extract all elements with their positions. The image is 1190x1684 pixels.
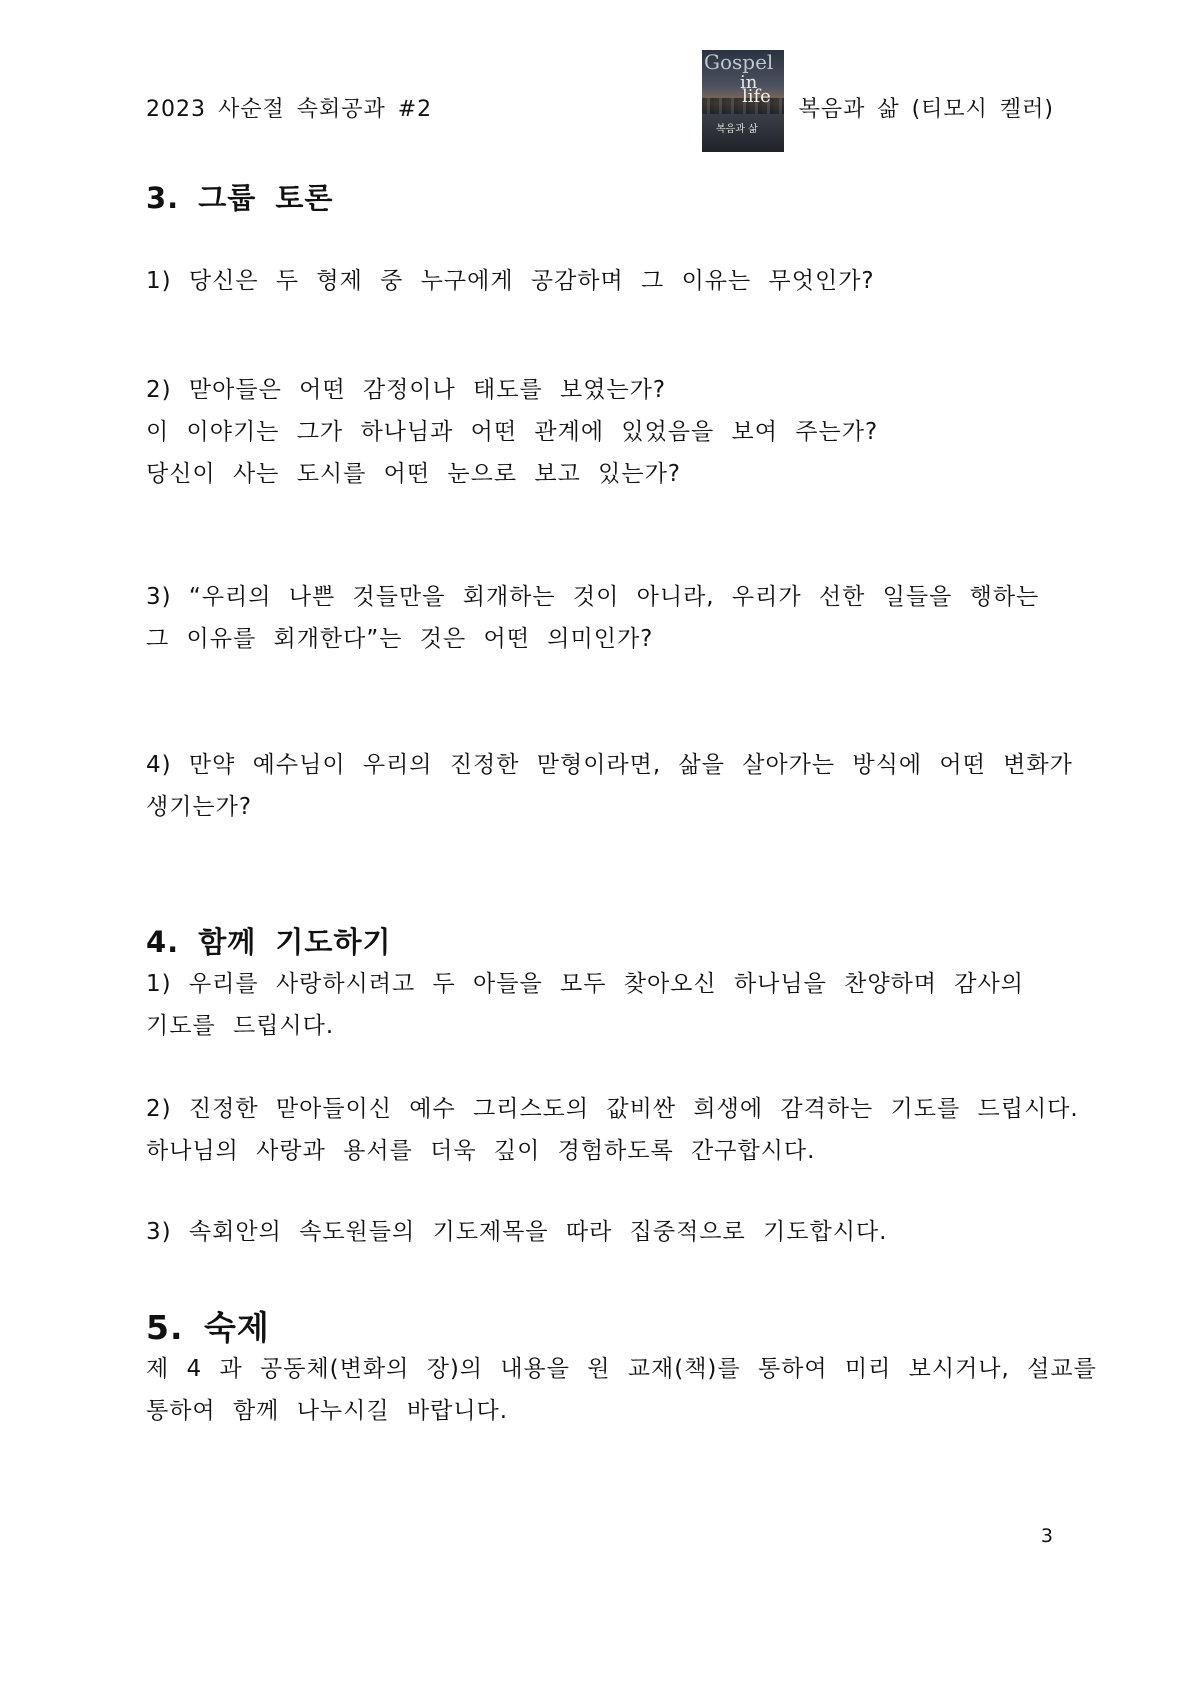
header-book-title: 복음과 삶 (티모시 켈러): [798, 97, 1054, 122]
section3-q2-line-2: 이 이야기는 그가 하나님과 어떤 관계에 있었음을 보여 주는가?: [146, 419, 879, 445]
book-cover-image: [702, 50, 784, 152]
section4-prayer-2: [146, 1088, 1079, 1172]
section4-p1-line-1: 1) 우리를 사랑하시려고 두 아들을 모두 찾아오신 하나님을 찬양하며 감사의: [146, 971, 1024, 997]
section3-question-3: [146, 576, 1039, 660]
section3-question-1: [146, 260, 875, 302]
section5-p1-line-2: 통하여 함께 나누시길 바랍니다.: [146, 1398, 509, 1424]
section4-prayer-3: [146, 1211, 887, 1253]
section3-q2-line-1: 2) 맏아들은 어떤 감정이나 태도를 보였는가?: [146, 377, 667, 403]
header-series-title: 2023 사순절 속회공과 #2: [146, 97, 433, 122]
section5-p1-line-1: 제 4 과 공동체(변화의 장)의 내용을 원 교재(책)를 통하여 미리 보시거나, 설교를: [146, 1356, 1097, 1382]
section3-question-4: [146, 744, 1073, 828]
section3-question-2: [146, 369, 878, 495]
section5-heading: 5. 숙제: [146, 1308, 270, 1347]
book-cover-title-life: life: [742, 86, 771, 107]
section5-homework: [146, 1348, 1097, 1432]
page-number: 3: [1040, 1525, 1053, 1547]
section4-p1-line-2: 기도를 드립시다.: [146, 1013, 335, 1039]
book-cover-title-in: in: [740, 72, 758, 93]
section3-q3-line-2: 그 이유를 회개한다”는 것은 어떤 의미인가?: [146, 626, 654, 652]
book-cover-title-kr: 복음과 삶: [716, 124, 758, 135]
section3-q4-line-1: 4) 만약 예수님이 우리의 진정한 맏형이라면, 삶을 살아가는 방식에 어떤 변화가: [146, 752, 1073, 778]
section4-p2-line-1: 2) 진정한 맏아들이신 예수 그리스도의 값비싼 희생에 감격하는 기도를 드립시다.: [146, 1096, 1079, 1122]
section4-p3-line: 3) 속회안의 속도원들의 기도제목을 따라 집중적으로 기도합시다.: [146, 1219, 888, 1245]
section3-q4-line-2: 생기는가?: [146, 794, 253, 820]
book-cover-title-gospel: Gospel: [704, 50, 774, 74]
section4-heading: 4. 함께 기도하기: [146, 925, 392, 959]
section3-q2-line-3: 당신이 사는 도시를 어떤 눈으로 보고 있는가?: [146, 461, 681, 487]
section3-heading: 3. 그룹 토론: [146, 181, 334, 215]
section4-prayer-1: [146, 963, 1024, 1047]
section3-q3-line-1: 3) “우리의 나쁜 것들만을 회개하는 것이 아니라, 우리가 선한 일들을 행하는: [146, 584, 1040, 610]
section4-p2-line-2: 하나님의 사랑과 용서를 더욱 깊이 경험하도록 간구합시다.: [146, 1138, 816, 1164]
section3-q1-line: 1) 당신은 두 형제 중 누구에게 공감하며 그 이유는 무엇인가?: [146, 268, 875, 294]
